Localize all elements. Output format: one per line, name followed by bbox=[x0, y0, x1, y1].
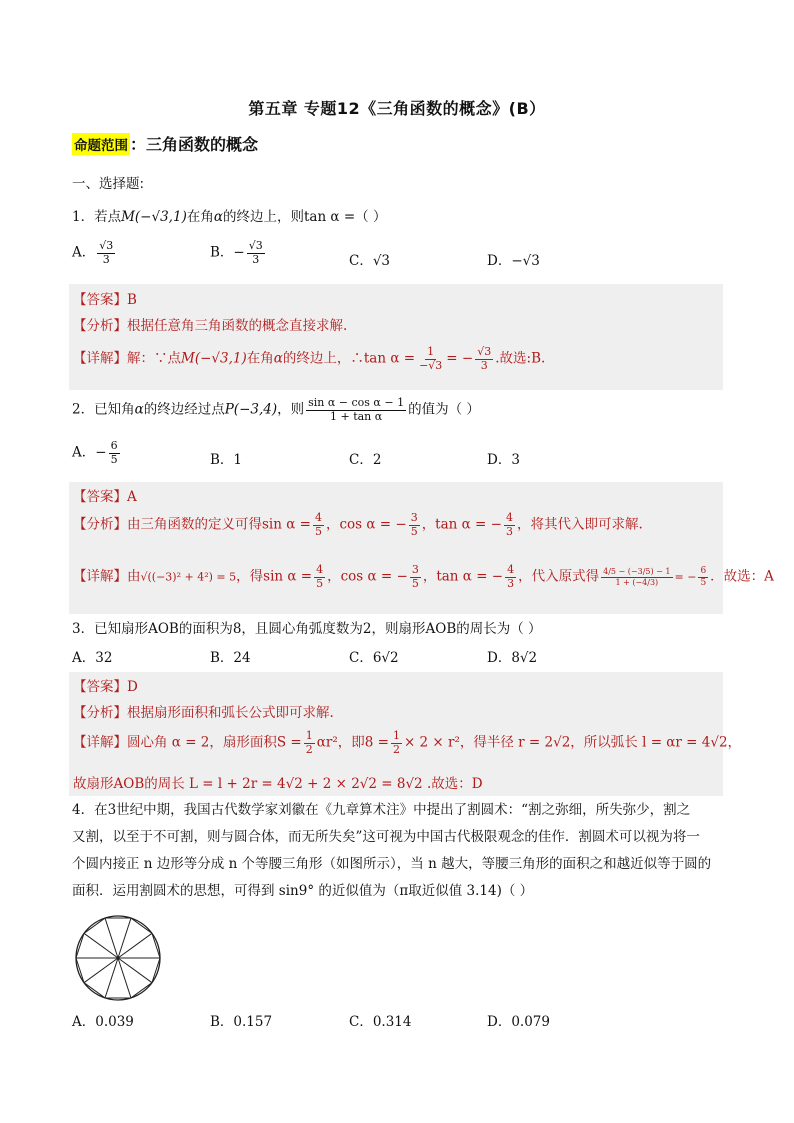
q1-a-num: √3 bbox=[99, 239, 114, 252]
q2-res-num: 6 bbox=[700, 566, 707, 577]
q2-analysis-sin: sin α = bbox=[262, 516, 311, 533]
q1-f2-num: √3 bbox=[477, 345, 492, 358]
q2-option-b[interactable]: B．1 bbox=[210, 452, 243, 468]
section-heading: 一、选择题: bbox=[72, 176, 145, 192]
q1-detail-b: 在角 bbox=[246, 350, 274, 367]
q4-option-d[interactable]: D．0.079 bbox=[487, 1014, 550, 1030]
q1-b-num: √3 bbox=[248, 239, 263, 252]
q3-detail-a: 圆心角 α = 2，扇形面积 bbox=[127, 734, 277, 751]
q1-detail-alpha: α bbox=[273, 350, 283, 367]
q2-answer-block bbox=[69, 482, 774, 614]
q2-stem-b: 的终边经过点 bbox=[143, 401, 225, 418]
inscribed-polygon-figure bbox=[72, 912, 164, 1004]
q3-answer-block bbox=[69, 672, 742, 796]
q2-de-frac-tan bbox=[505, 564, 516, 590]
q1-f1-den: −√3 bbox=[419, 358, 443, 372]
q2-de-frac-res bbox=[698, 566, 708, 588]
q2-analysis bbox=[73, 512, 643, 538]
q2-analysis-tag: 【分析】 bbox=[73, 516, 127, 533]
scope-text: 三角函数的概念 bbox=[146, 135, 259, 154]
page-title: 第五章 专题12《三角函数的概念》(B） bbox=[248, 99, 546, 118]
q2-point: P(−3,4) bbox=[224, 401, 278, 418]
q3-analysis-tag: 【分析】 bbox=[73, 705, 127, 721]
q2-de-tan-num: 4 bbox=[507, 563, 515, 576]
q4-line-2: 又割，以至于不可割，则与圆合体，而无所失矣”这可视为中国古代极限观念的佳作．割圆术可以视为将一 bbox=[72, 829, 700, 845]
q2-detail-cos: ，cos α = − bbox=[327, 568, 408, 585]
q2-an-tan-num: 4 bbox=[505, 511, 513, 524]
q4-stem bbox=[72, 797, 724, 905]
q3-half-den-1: 2 bbox=[305, 742, 313, 756]
q2-a-sign: − bbox=[95, 444, 107, 461]
q3-half-frac-2 bbox=[391, 730, 402, 756]
q2-frac-den: 1 + tan α bbox=[330, 409, 383, 423]
q2-de-cos-num: 3 bbox=[411, 563, 419, 576]
q2-option-a-fraction bbox=[109, 440, 120, 466]
q1-alpha: α bbox=[213, 209, 223, 225]
q1-option-a-label: A． bbox=[72, 244, 96, 261]
q2-option-a-label: A． bbox=[72, 444, 96, 461]
q1-option-d[interactable]: D．−√3 bbox=[487, 253, 540, 269]
q3-option-a[interactable]: A．32 bbox=[72, 650, 113, 666]
q1-analysis bbox=[73, 314, 347, 334]
q2-answer: 【答案】A bbox=[73, 489, 137, 505]
q2-stem-c: ，则 bbox=[277, 401, 305, 418]
q4-line-1: 4．在3世纪中期，我国古代数学家刘徽在《九章算术注》中提出了割圆术：“割之弥细，所失弥少，割之 bbox=[72, 802, 691, 818]
q3-half-den-2: 2 bbox=[392, 742, 400, 756]
q2-big-num: 4/5 − (−3/5) − 1 bbox=[603, 567, 671, 577]
q1-stem bbox=[72, 205, 386, 225]
q2-detail-tag: 【详解】 bbox=[73, 568, 127, 585]
polygon-spoke bbox=[118, 918, 131, 958]
scope-tag: 命题范围 bbox=[72, 133, 130, 155]
q1-tan: tan α =（ ） bbox=[303, 209, 387, 225]
q3-option-d[interactable]: D．8√2 bbox=[487, 650, 538, 666]
q2-frac-num: sin α − cos α − 1 bbox=[308, 396, 405, 409]
q1-detail-end: .故选:B. bbox=[495, 350, 546, 367]
q1-detail-point: M(−√3,1) bbox=[181, 350, 247, 367]
q2-de-frac-cos bbox=[410, 564, 421, 590]
q1-f1-num: 1 bbox=[427, 345, 435, 358]
q1-answer-block bbox=[69, 284, 723, 390]
q1-stem-b: 在角 bbox=[186, 209, 214, 225]
q2-detail-a: 由 bbox=[127, 568, 141, 585]
q1-option-b-label: B． bbox=[210, 244, 234, 261]
q1-stem-c: 的终边上，则 bbox=[222, 209, 304, 225]
q2-detail-end: ．故选：A bbox=[710, 568, 774, 585]
q1-detail-c: 的终边上，∴ bbox=[282, 350, 364, 367]
q2-an-cos-num: 3 bbox=[410, 511, 418, 524]
polygon-spoke bbox=[105, 958, 118, 998]
q2-stem-d: 的值为（ ） bbox=[408, 401, 480, 418]
q1-detail-frac1 bbox=[417, 346, 444, 372]
q3-option-c[interactable]: C．6√2 bbox=[349, 650, 399, 666]
q2-analysis-end: ，将其代入即可求解. bbox=[516, 516, 643, 533]
q1-stem-a: 1．若点 bbox=[72, 209, 122, 225]
q3-detail-tag: 【详解】 bbox=[73, 734, 127, 751]
q3-detail-s: S = bbox=[276, 734, 302, 751]
q3-detail-b: αr²，即8 = bbox=[316, 734, 389, 751]
scope-colon: ： bbox=[130, 135, 147, 154]
polygon-spoke bbox=[118, 958, 131, 998]
q2-stem bbox=[72, 397, 480, 423]
q1-point: M(−√3,1) bbox=[121, 209, 187, 225]
q2-detail-res: = − bbox=[674, 570, 697, 584]
q3-stem: 3．已知扇形AOB的面积为8，且圆心角弧度数为2，则扇形AOB的周长为（ ） bbox=[72, 621, 542, 637]
q4-option-b[interactable]: B．0.157 bbox=[210, 1014, 273, 1030]
q2-an-frac-cos bbox=[409, 512, 420, 538]
q2-a-den: 5 bbox=[110, 452, 118, 466]
polygon-spoke bbox=[118, 958, 152, 983]
q1-answer: 【答案】B bbox=[73, 292, 137, 308]
q3-detail bbox=[73, 730, 741, 756]
polygon-spoke bbox=[118, 933, 152, 958]
q3-detail-line2: 故扇形AOB的周长 L = l + 2r = 4√2 + 2 × 2√2 = 8√2 .故选：D bbox=[73, 776, 483, 792]
q4-option-c[interactable]: C．0.314 bbox=[349, 1014, 412, 1030]
q2-detail-radical: √((−3)² + 4²) = 5 bbox=[140, 570, 237, 584]
q2-fraction bbox=[306, 397, 406, 423]
q3-half-num-1: 1 bbox=[305, 729, 313, 742]
q1-analysis-text: 根据任意角三角函数的概念直接求解. bbox=[127, 318, 348, 334]
q3-analysis-text: 根据扇形面积和弧长公式即可求解. bbox=[127, 705, 334, 721]
q1-analysis-tag: 【分析】 bbox=[73, 318, 127, 334]
q2-analysis-a: 由三角函数的定义可得 bbox=[127, 516, 262, 533]
q2-an-frac-sin bbox=[313, 512, 324, 538]
q2-an-frac-tan bbox=[504, 512, 515, 538]
q1-detail-frac2 bbox=[475, 346, 493, 372]
q2-big-den: 1 + (−4/3) bbox=[615, 577, 659, 587]
q1-detail-tag: 【详解】 bbox=[73, 350, 127, 367]
q1-detail-eq: = − bbox=[446, 350, 474, 367]
q2-detail bbox=[73, 564, 774, 590]
q1-option-a[interactable] bbox=[72, 240, 117, 266]
q2-de-cos-den: 5 bbox=[411, 576, 419, 590]
q1-detail-tan: tan α = bbox=[363, 350, 416, 367]
q2-an-tan-den: 3 bbox=[505, 524, 513, 538]
q3-analysis bbox=[73, 701, 334, 721]
q3-half-num-2: 1 bbox=[392, 729, 400, 742]
q1-detail-a: 解：∵点 bbox=[127, 350, 181, 367]
q2-option-a[interactable] bbox=[72, 440, 122, 466]
q1-f2-den: 3 bbox=[480, 358, 488, 372]
q2-de-big-frac bbox=[601, 567, 672, 586]
q1-option-b[interactable] bbox=[210, 240, 267, 266]
q1-option-c[interactable]: C．√3 bbox=[349, 253, 391, 269]
q2-analysis-tan: ，tan α = − bbox=[421, 516, 502, 533]
q2-a-num: 6 bbox=[110, 439, 118, 452]
q2-de-sin-num: 4 bbox=[316, 563, 324, 576]
q2-an-cos-den: 5 bbox=[410, 524, 418, 538]
q2-an-sin-den: 5 bbox=[314, 524, 322, 538]
q2-de-sin-den: 5 bbox=[316, 576, 324, 590]
q1-option-b-fraction bbox=[247, 240, 265, 266]
q2-detail-b: ，得 bbox=[236, 568, 264, 585]
q2-stem-a: 2．已知角 bbox=[72, 401, 135, 418]
polygon-spoke bbox=[84, 958, 118, 983]
scope-line bbox=[72, 132, 258, 155]
q2-res-den: 5 bbox=[700, 577, 707, 588]
q2-alpha: α bbox=[134, 401, 144, 418]
q2-de-frac-sin bbox=[314, 564, 325, 590]
q4-option-a[interactable]: A．0.039 bbox=[72, 1014, 134, 1030]
q2-option-d[interactable]: D．3 bbox=[487, 452, 520, 468]
q2-analysis-cos: ，cos α = − bbox=[325, 516, 407, 533]
q1-a-den: 3 bbox=[102, 252, 110, 266]
q2-detail-mid: ，代入原式得 bbox=[518, 568, 600, 585]
q1-b-den: 3 bbox=[252, 252, 260, 266]
q3-option-b[interactable]: B．24 bbox=[210, 650, 251, 666]
q2-detail-tan: ，tan α = − bbox=[422, 568, 504, 585]
q1-detail bbox=[73, 346, 545, 372]
q2-detail-sin: sin α = bbox=[263, 568, 313, 585]
polygon-spoke bbox=[105, 918, 118, 958]
q3-half-frac-1 bbox=[304, 730, 315, 756]
q1-option-a-fraction bbox=[97, 240, 115, 266]
q2-an-sin-num: 4 bbox=[314, 511, 322, 524]
polygon-spoke bbox=[84, 933, 118, 958]
q4-line-4: 面积．运用割圆术的思想，可得到 sin9° 的近似值为（π取近似值 3.14)（ ） bbox=[72, 883, 534, 899]
q2-option-c[interactable]: C．2 bbox=[349, 452, 382, 468]
q4-line-3: 个圆内接正 n 边形等分成 n 个等腰三角形（如图所示），当 n 越大，等腰三角形的面积之和越近似等于圆的 bbox=[72, 856, 712, 872]
q2-de-tan-den: 3 bbox=[507, 576, 515, 590]
q3-detail-c: × 2 × r²，得半径 r = 2√2，所以弧长 l = αr = 4√2， bbox=[403, 734, 742, 751]
q3-answer: 【答案】D bbox=[73, 679, 138, 695]
q1-b-sign: − bbox=[233, 244, 245, 261]
